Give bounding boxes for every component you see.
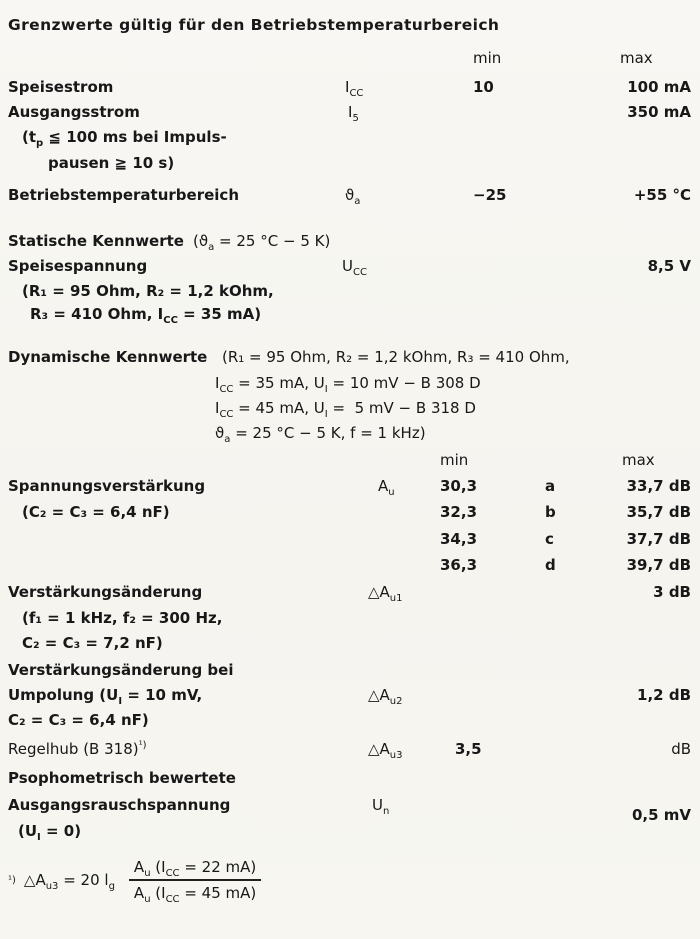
condition-part: = 0): [40, 822, 82, 840]
condition-text: (f₁ = 1 kHz, f₂ = 300 Hz,: [22, 609, 223, 627]
symbol-subscript: CC: [352, 267, 367, 278]
footnote-marker: ¹): [138, 740, 147, 751]
max-value: 35,7 dB: [626, 503, 691, 521]
min-value: 32,3: [440, 503, 478, 521]
max-value: dB: [671, 740, 691, 758]
section-title: Dynamische Kennwerte: [8, 348, 208, 366]
condition-part: (U: [18, 822, 38, 840]
formula-part: (I: [150, 884, 166, 902]
max-value: 37,7 dB: [626, 530, 691, 548]
symbol-base: △A: [368, 740, 390, 758]
param-symbol: [368, 583, 403, 604]
min-value: 36,3: [440, 556, 478, 574]
param-label: Ausgangsrauschspannung: [8, 796, 231, 814]
condition-subscript: I: [324, 384, 328, 395]
column-header-min: min: [473, 49, 502, 67]
param-label: Psophometrisch bewertete: [8, 769, 236, 787]
max-value: 0,5 mV: [631, 806, 691, 824]
condition-subscript: CC: [219, 409, 234, 420]
condition-part: I: [215, 374, 220, 392]
formula-part: = 45 mA): [179, 884, 257, 902]
group-letter: d: [545, 556, 556, 574]
condition-line: [0, 634, 700, 656]
table-row-speisespannung: [0, 257, 700, 279]
param-label: Ausgangsstrom: [8, 103, 140, 121]
fraction-numerator: [129, 858, 261, 881]
condition-part: = 35 mA): [177, 305, 262, 323]
condition-subscript: CC: [219, 384, 234, 395]
param-symbol: [345, 78, 364, 99]
symbol-base: U: [372, 796, 383, 814]
formula-subscript: u3: [45, 881, 59, 892]
condition-text: [18, 822, 82, 843]
group-letter: a: [545, 477, 556, 495]
table-row-betriebstemperaturbereich: [0, 186, 700, 208]
table-row-spannungsverstaerkung-d: [0, 556, 700, 578]
param-symbol: [345, 186, 361, 207]
condition-part: (t: [22, 128, 37, 146]
symbol-base: I: [348, 103, 353, 121]
symbol-subscript: u: [388, 487, 395, 498]
symbol-subscript: n: [382, 806, 390, 817]
table-row-speisestrom: [0, 78, 700, 100]
max-value: 8,5 V: [647, 257, 691, 275]
condition-part: = 10 mV − B 308 D: [327, 374, 481, 392]
min-value: −25: [473, 186, 507, 204]
formula-subscript: u: [144, 894, 151, 905]
max-value: 39,7 dB: [626, 556, 691, 574]
formula-subscript: CC: [165, 894, 180, 905]
symbol-subscript: u2: [389, 696, 403, 707]
condition-subscript: CC: [163, 315, 178, 326]
condition-line: [0, 711, 700, 733]
condition-text: (C₂ = C₃ = 6,4 nF): [22, 503, 170, 521]
condition-line: [0, 282, 700, 304]
symbol-base: △A: [368, 686, 390, 704]
section-dynamische-heading: [0, 348, 700, 370]
param-symbol: [342, 257, 367, 278]
condition-part: = 25 °C − 5 K): [214, 232, 331, 250]
condition-part: ≦ 100 ms bei Impuls-: [43, 128, 227, 146]
label-part: = 10 mV,: [122, 686, 203, 704]
condition-subscript: I: [37, 832, 41, 843]
table-row-rauschspannung-line2: [0, 796, 700, 824]
param-label: [8, 686, 203, 707]
condition-part: = 5 mV − B 318 D: [327, 399, 476, 417]
param-symbol: [368, 686, 403, 707]
condition-text: C₂ = C₃ = 6,4 nF): [8, 711, 149, 729]
condition-text: [215, 374, 481, 395]
label-subscript: I: [118, 696, 123, 707]
param-symbol: [378, 477, 395, 498]
condition-subscript: p: [36, 138, 44, 149]
formula-lhs: [23, 871, 115, 892]
fraction-denominator: [129, 881, 261, 905]
param-label: Spannungsverstärkung: [8, 477, 206, 495]
param-label: [8, 740, 147, 758]
param-label: Verstärkungsänderung bei: [8, 661, 234, 679]
symbol-base: U: [342, 257, 353, 275]
label-part: Umpolung (U: [8, 686, 119, 704]
symbol-subscript: 5: [352, 113, 359, 124]
formula-part: = 20 l: [58, 871, 109, 889]
condition-line: [0, 399, 700, 421]
condition-subscript: a: [224, 434, 231, 445]
min-value: 3,5: [455, 740, 482, 758]
min-value: 10: [473, 78, 494, 96]
condition-line: [0, 305, 700, 327]
condition-text: [22, 128, 227, 149]
column-header-max: max: [622, 451, 655, 469]
symbol-subscript: u1: [389, 593, 403, 604]
condition-text: (R₁ = 95 Ohm, R₂ = 1,2 kOhm,: [22, 282, 274, 300]
condition-line: [0, 128, 700, 150]
condition-text: [215, 399, 476, 420]
formula-subscript: g: [108, 881, 115, 892]
param-label: Betriebstemperaturbereich: [8, 186, 239, 204]
formula-part: △A: [23, 871, 46, 889]
max-value: 33,7 dB: [626, 477, 691, 495]
section-grenzwerte-heading: [0, 16, 700, 38]
column-header-min: min: [440, 451, 469, 469]
condition-text: [30, 305, 262, 326]
symbol-base: ϑ: [345, 186, 355, 204]
condition-part: = 45 mA, U: [233, 399, 325, 417]
param-label: Speisestrom: [8, 78, 114, 96]
condition-part: = 35 mA, U: [233, 374, 325, 392]
condition-line: [0, 154, 700, 176]
max-value: 1,2 dB: [637, 686, 691, 704]
condition-text: [215, 424, 426, 445]
min-value: 30,3: [440, 477, 478, 495]
condition-part: (ϑ: [193, 232, 209, 250]
condition-subscript: I: [324, 409, 328, 420]
formula-part: A: [133, 884, 145, 902]
symbol-base: I: [345, 78, 350, 96]
formula-subscript: CC: [165, 868, 180, 879]
table-row-rauschspannung-line1: [0, 769, 700, 791]
table-row-ausgangsstrom: [0, 103, 700, 125]
symbol-base: A: [378, 477, 389, 495]
symbol-base: △A: [368, 583, 390, 601]
param-symbol: [372, 796, 390, 817]
param-symbol: [348, 103, 359, 124]
table-row-regelhub: [0, 740, 700, 762]
condition-line: [0, 609, 700, 631]
symbol-subscript: a: [354, 196, 361, 207]
condition-part: R₃ = 410 Ohm, I: [30, 305, 164, 323]
limits-column-header: [0, 49, 700, 71]
label-part: Regelhub (B 318): [8, 740, 139, 758]
table-row-umpolung-line1: [0, 661, 700, 683]
symbol-subscript: CC: [349, 88, 364, 99]
max-value: +55 °C: [633, 186, 691, 204]
column-header-max: max: [620, 49, 653, 67]
param-label: Speisespannung: [8, 257, 148, 275]
min-value: 34,3: [440, 530, 478, 548]
group-letter: c: [545, 530, 554, 548]
condition-part: ϑ: [215, 424, 225, 442]
group-letter: b: [545, 503, 556, 521]
section-condition: [193, 232, 331, 253]
footnote-marker: ¹): [8, 874, 16, 886]
condition-part: I: [215, 399, 220, 417]
condition-text: pausen ≧ 10 s): [48, 154, 175, 172]
formula-part: = 22 mA): [179, 858, 257, 876]
section-condition: (R₁ = 95 Ohm, R₂ = 1,2 kOhm, R₃ = 410 Ohm,: [222, 348, 570, 366]
max-value: 3 dB: [653, 583, 691, 601]
table-row-umpolung-line2: [0, 686, 700, 708]
condition-line: [0, 424, 700, 446]
condition-line: [0, 374, 700, 396]
condition-line: [0, 822, 700, 844]
formula-part: (I: [150, 858, 166, 876]
condition-subscript: a: [208, 242, 215, 253]
table-row-spannungsverstaerkung-c: [0, 530, 700, 552]
condition-part: = 25 °C − 5 K, f = 1 kHz): [230, 424, 426, 442]
param-symbol: [368, 740, 403, 761]
table-row-spannungsverstaerkung-b: [0, 503, 700, 525]
max-value: 100 mA: [627, 78, 691, 96]
formula-subscript: u: [144, 868, 151, 879]
table-row-spannungsverstaerkung-a: [0, 477, 700, 499]
param-label: Verstärkungsänderung: [8, 583, 203, 601]
symbol-subscript: u3: [389, 750, 403, 761]
section-title: Statische Kennwerte: [8, 232, 184, 250]
max-value: 350 mA: [627, 103, 691, 121]
section-statische-heading: [0, 232, 700, 254]
formula-part: A: [133, 858, 145, 876]
formula-fraction: [129, 858, 261, 905]
condition-text: C₂ = C₃ = 7,2 nF): [22, 634, 163, 652]
page-title: Grenzwerte gültig für den Betriebstemperaturbereich: [8, 16, 500, 34]
table-row-verstaerkungsaenderung1: [0, 583, 700, 605]
kennwerte-column-header: [0, 451, 700, 473]
footnote-formula: [8, 858, 261, 905]
